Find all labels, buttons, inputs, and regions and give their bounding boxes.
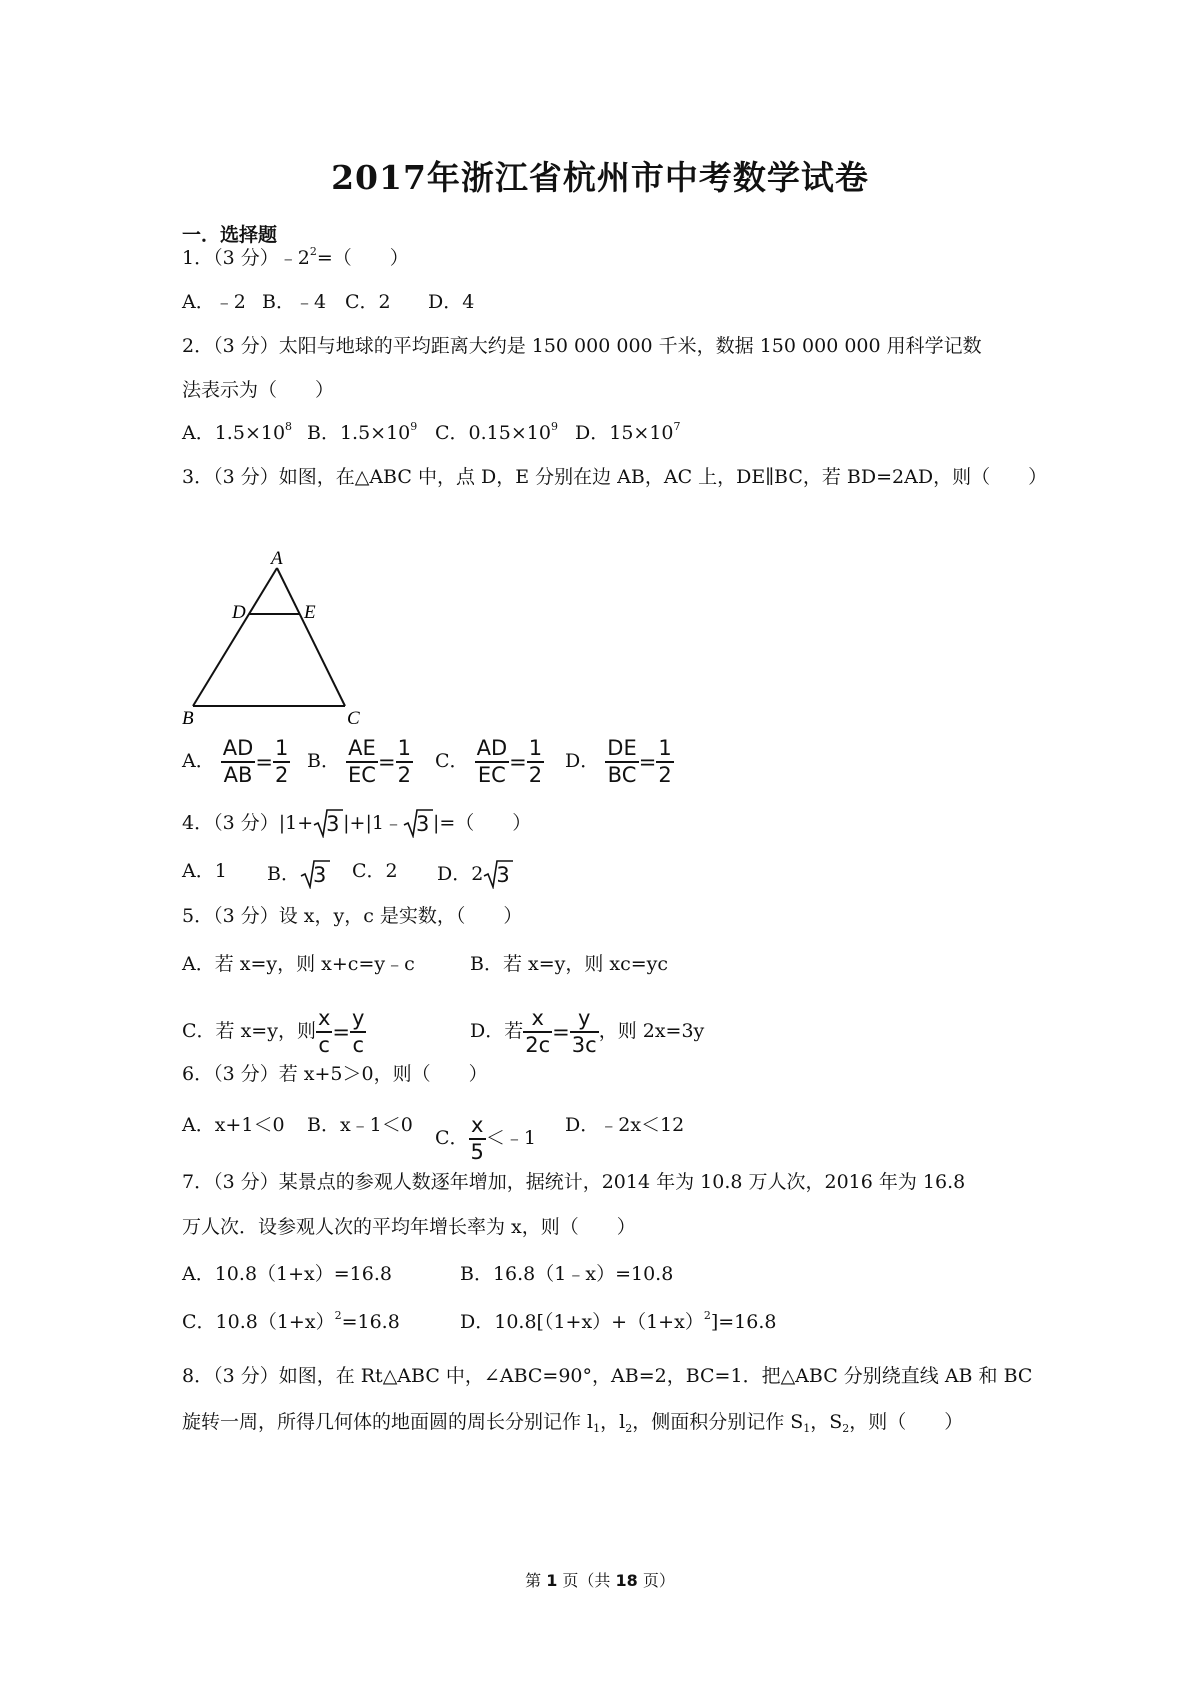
- fraction: $\frac{AD}{AB}$: [222, 736, 254, 787]
- question-6-stem: 6．（3 分）若 x+5＞0，则（ ）: [182, 1063, 488, 1085]
- q4-option-a: A．1: [182, 860, 227, 882]
- fraction: $\frac{DE}{BC}$: [607, 736, 637, 787]
- question-2-line-1: 2．（3 分）太阳与地球的平均距离大约是 150 000 000 千米，数据 150 000 000 用科学记数: [182, 335, 982, 357]
- question-8-line-2: 旋转一周，所得几何体的地面圆的周长分别记作 $l_1$，$l_2$，侧面积分别记作 $S_1$，$S_2$，则（ ）: [182, 1411, 964, 1435]
- question-1-stem: 1．（3 分）$﹣2^2=$（ ）: [182, 245, 409, 269]
- q2-option-c: C．$0.15\times 10^9$: [435, 420, 558, 444]
- fraction: $\frac{y}{c}$: [352, 1006, 365, 1057]
- question-7-line-2: 万人次．设参观人次的平均年增长率为 x，则（ ）: [182, 1216, 636, 1238]
- q2-option-d: D．$15\times 10^7$: [575, 420, 681, 444]
- q5-option-b: B．若 x=y，则 xc=yc: [470, 953, 669, 975]
- fraction: $\frac{x}{c}$: [317, 1006, 331, 1057]
- vertex-d-label: D: [232, 602, 246, 623]
- q7-option-a: A．10.8（1+x）=16.8: [182, 1263, 392, 1285]
- section-heading: 一．选择题: [182, 224, 278, 246]
- side-ab: [193, 568, 277, 706]
- q3-option-c: C． $\frac{AD}{EC}$ = $\frac{1}{2}$: [435, 736, 543, 787]
- q1-option-b: B．﹣4: [262, 291, 327, 313]
- fraction: $\frac{1}{2}$: [658, 736, 672, 787]
- question-4-stem: 4．（3 分）|1+ 3 |+|1﹣ 3 |=（ ）: [182, 808, 531, 838]
- q2-option-b: B．$1.5\times 10^9$: [307, 420, 418, 444]
- q5-option-c: C．若 x=y，则 $\frac{x}{c}$ = $\frac{y}{c}$: [182, 1006, 365, 1057]
- fraction: $\frac{1}{2}$: [528, 736, 543, 787]
- question-3-stem: 3．（3 分）如图，在△ABC 中，点 D，E 分别在边 AB，AC 上，DE∥BC，若 BD=2AD，则（ ）: [182, 466, 1048, 488]
- vertex-c-label: C: [347, 708, 360, 728]
- square-root: 3: [403, 808, 433, 838]
- q5-option-a: A．若 x=y，则 x+c=y﹣c: [182, 953, 415, 975]
- fraction: $\frac{AE}{EC}$: [348, 736, 376, 787]
- question-5-stem: 5．（3 分）设 x，y，c 是实数，（ ）: [182, 905, 523, 927]
- fraction: $\frac{1}{2}$: [397, 736, 411, 787]
- fraction: $\frac{x}{2c}$: [525, 1006, 551, 1057]
- q1-option-d: D．4: [428, 291, 475, 313]
- question-2-line-2: 法表示为（ ）: [182, 379, 335, 401]
- fraction: $\frac{1}{2}$: [274, 736, 289, 787]
- side-ac: [277, 568, 345, 706]
- q7-option-b: B．16.8（1﹣x）=10.8: [460, 1263, 674, 1285]
- square-root: 3: [313, 808, 343, 838]
- vertex-a-label: A: [271, 548, 283, 569]
- q6-option-a: A．x+1＜0: [182, 1114, 285, 1136]
- q4-option-b: B． 3: [267, 859, 330, 889]
- fraction: $\frac{AD}{EC}$: [476, 736, 508, 787]
- q1-option-c: C．2: [345, 291, 391, 313]
- fraction: $\frac{x}{5}$: [470, 1113, 484, 1164]
- question-7-line-1: 7．（3 分）某景点的参观人数逐年增加，据统计，2014 年为 10.8 万人次，2016 年为 16.8: [182, 1171, 966, 1193]
- question-8-line-1: 8．（3 分）如图，在 Rt△ABC 中，∠ABC=90°，AB=2，BC=1．把△ABC 分别绕直线 AB 和 BC: [182, 1365, 1033, 1387]
- q7-option-c: C．$10.8(1+x)^2=16.8$: [182, 1309, 400, 1333]
- exam-title: 2017年浙江省杭州市中考数学试卷: [331, 158, 869, 197]
- square-root: 3: [300, 859, 330, 889]
- q6-option-c: C． $\frac{x}{5}$ ＜﹣1: [435, 1113, 537, 1164]
- square-root: 3: [483, 859, 513, 889]
- q6-option-d: D．﹣2x＜12: [565, 1114, 685, 1136]
- q3-option-b: B． $\frac{AE}{EC}$ = $\frac{1}{2}$: [307, 736, 411, 787]
- q2-option-a: A．$1.5\times 10^8$: [182, 420, 293, 444]
- q3-option-d: D． $\frac{DE}{BC}$ = $\frac{1}{2}$: [565, 736, 672, 787]
- vertex-e-label: E: [304, 602, 316, 623]
- q1-option-a: A．﹣2: [182, 291, 246, 313]
- q6-option-b: B．x﹣1＜0: [307, 1114, 413, 1136]
- q7-option-d: D．$10.8[(1+x)+(1+x)^2]=16.8$: [460, 1309, 777, 1333]
- fraction: $\frac{y}{3c}$: [571, 1006, 597, 1057]
- vertex-b-label: B: [182, 708, 194, 728]
- triangle-figure: [182, 548, 382, 732]
- page-footer: 第 1 页（共 18 页）: [525, 1571, 675, 1590]
- q4-option-d: D．2 3: [437, 859, 513, 889]
- q3-option-a: A． $\frac{AD}{AB}$ = $\frac{1}{2}$: [182, 736, 289, 787]
- q5-option-d: D．若 $\frac{x}{2c}$ = $\frac{y}{3c}$ ，则 2x=3y: [470, 1006, 705, 1057]
- q4-option-c: C．2: [352, 860, 398, 882]
